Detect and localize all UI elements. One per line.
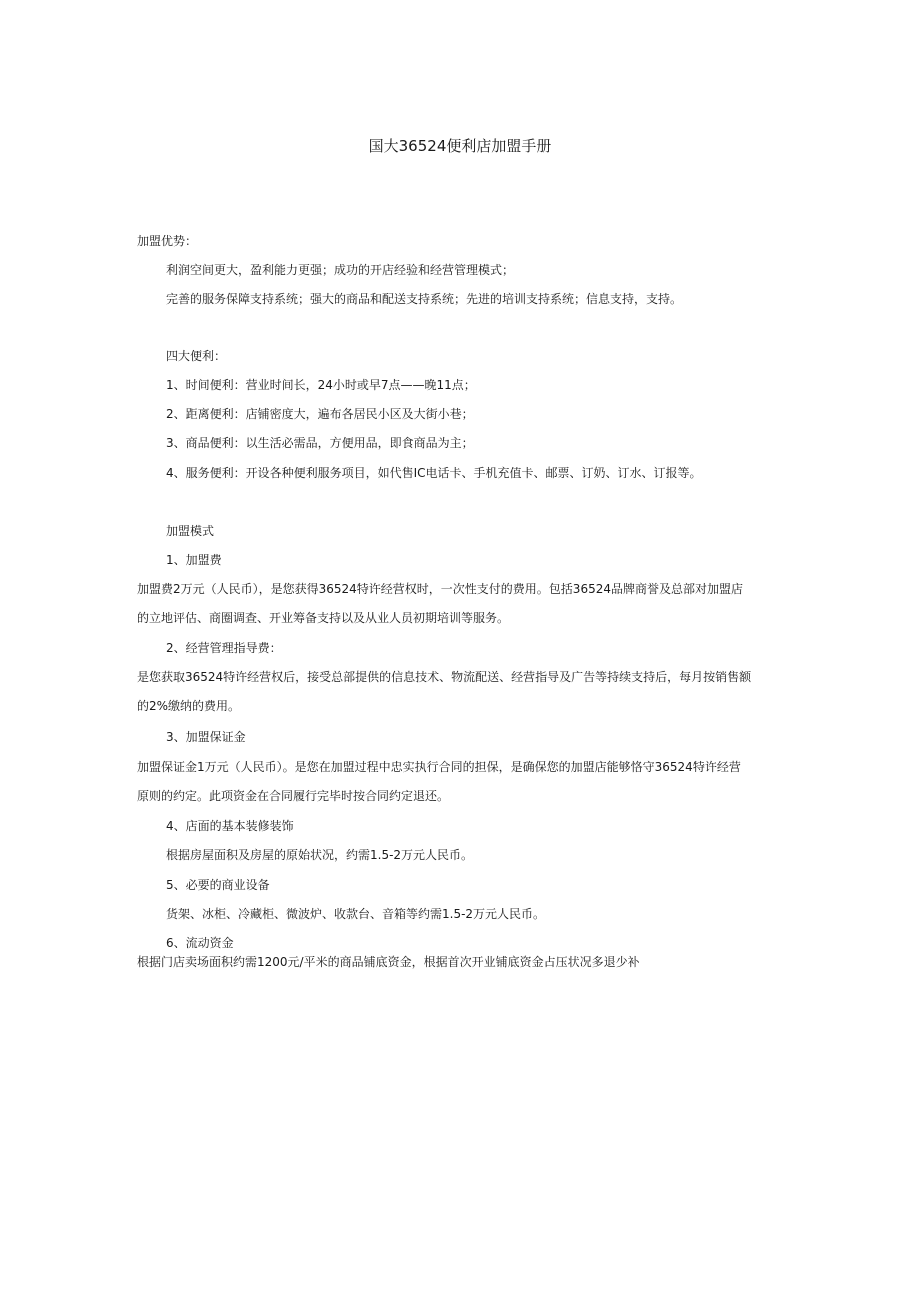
deposit-line-1: 加盟保证金1万元（人民币）。是您在加盟过程中忠实执行合同的担保，是确保您的加盟店能够恪守36524特许经营 — [137, 760, 741, 774]
working-capital-line-1: 根据门店卖场面积约需1200元/平米的商品铺底资金，根据首次开业铺底资金占压状况多退少补 — [137, 955, 640, 969]
conveniences-heading: 四大便利： — [166, 349, 227, 363]
decoration-line-1: 根据房屋面积及房屋的原始状况，约需1.5-2万元人民币。 — [166, 848, 474, 862]
management-fee-line-1: 是您获取36524特许经营权后，接受总部提供的信息技术、物流配送、经营指导及广告等持续支持后，每月按销售额 — [137, 670, 752, 684]
convenience-item-time: 1、时间便利：营业时间长，24小时或早7点——晚11点； — [166, 378, 476, 392]
convenience-item-goods: 3、商品便利：以生活必需品，方便用品，即食商品为主； — [166, 436, 474, 450]
fee-line-2: 的立地评估、商圈调查、开业筹备支持以及从业人员初期培训等服务。 — [137, 611, 510, 625]
deposit-line-2: 原则的约定。此项资金在合同履行完毕时按合同约定退还。 — [137, 789, 450, 803]
decoration-heading: 4、店面的基本装修装饰 — [166, 819, 294, 833]
management-fee-heading: 2、经营管理指导费： — [166, 641, 282, 655]
working-capital-heading: 6、流动资金 — [166, 936, 234, 950]
equipment-heading: 5、必要的商业设备 — [166, 878, 270, 892]
document-title: 国大36524便利店加盟手册 — [368, 137, 552, 155]
management-fee-line-2: 的2%缴纳的费用。 — [137, 699, 241, 713]
fee-line-1: 加盟费2万元（人民币），是您获得36524特许经营权时，一次性支付的费用。包括36524品牌商誉及总部对加盟店 — [137, 582, 743, 596]
convenience-item-distance: 2、距离便利：店铺密度大，遍布各居民小区及大街小巷； — [166, 407, 474, 421]
advantages-line-1: 利润空间更大，盈利能力更强；成功的开店经验和经营管理模式； — [166, 263, 515, 277]
convenience-item-service: 4、服务便利：开设各种便利服务项目，如代售IC电话卡、手机充值卡、邮票、订奶、订水、订报等。 — [166, 466, 702, 480]
equipment-line-1: 货架、冰柜、冷藏柜、微波炉、收款台、音箱等约需1.5-2万元人民币。 — [166, 907, 546, 921]
mode-heading: 加盟模式 — [166, 524, 215, 538]
fee-heading: 1、加盟费 — [166, 553, 222, 567]
advantages-line-2: 完善的服务保障支持系统；强大的商品和配送支持系统；先进的培训支持系统；信息支持，支持。 — [166, 292, 683, 306]
advantages-heading: 加盟优势： — [137, 234, 198, 248]
deposit-heading: 3、加盟保证金 — [166, 730, 246, 744]
